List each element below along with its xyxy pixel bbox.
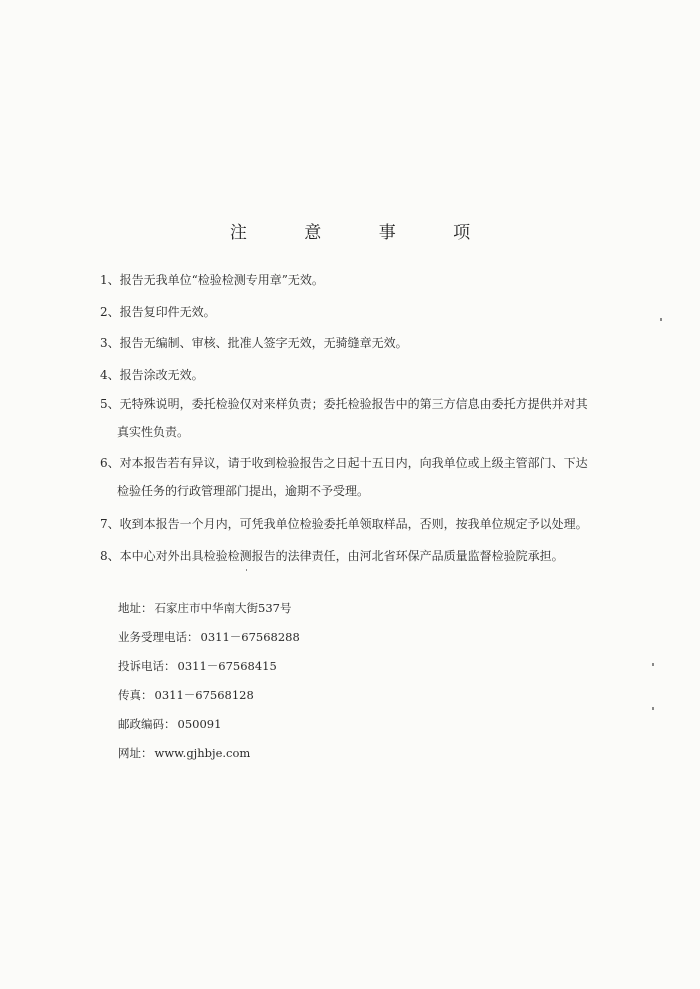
scan-speck [246,569,247,571]
contact-complaint-phone [118,652,300,681]
contact-value: 石家庄市中华南大街537号 [154,601,292,615]
list-item [100,449,588,505]
item-number: 4、 [100,368,120,382]
item-text: 报告无我单位“检验检测专用章”无效。 [119,273,324,287]
contact-value: 0311－67568415 [177,659,277,673]
item-text: 无特殊说明，委托检验仅对来样负责；委托检验报告中的第三方信息由委托方提供并对其 [119,397,588,411]
list-item [100,361,204,389]
contact-value: 050091 [177,717,222,731]
scan-speck [652,663,654,666]
contact-business-phone [118,623,300,652]
item-text: 收到本报告一个月内，可凭我单位检验委托单领取样品，否则，按我单位规定予以处理。 [119,517,588,531]
contact-label: 传真： [118,688,153,702]
item-number: 1、 [100,273,120,287]
item-text: 报告涂改无效。 [119,368,204,382]
contact-value: 0311－67568128 [154,688,254,702]
contact-label: 投诉电话： [118,659,176,673]
contact-label: 邮政编码： [118,717,176,731]
list-item [100,390,588,446]
item-text: 对本报告若有异议，请于收到检验报告之日起十五日内，向我单位或上级主管部门、下达 [119,456,588,470]
scan-speck [652,707,654,710]
contact-info [118,594,300,768]
item-number: 7、 [100,517,120,531]
item-text: 报告复印件无效。 [119,305,216,319]
list-item [100,542,564,570]
contact-value: 0311－67568288 [200,630,300,644]
contact-label: 地址： [118,601,153,615]
list-item [100,329,408,357]
contact-website [118,739,300,768]
contact-postcode [118,710,300,739]
list-item [100,266,324,294]
item-text-continued: 真实性负责。 [117,425,190,439]
scan-speck [660,318,662,321]
item-text: 本中心对外出具检验检测报告的法律责任，由河北省环保产品质量监督检验院承担。 [119,549,564,563]
page-title: 注 意 事 项 [229,223,497,243]
item-text-continued: 检验任务的行政管理部门提出，逾期不予受理。 [117,484,370,498]
contact-fax [118,681,300,710]
contact-label: 网址： [118,746,153,760]
item-number: 3、 [100,336,120,350]
list-item [100,298,216,326]
contact-label: 业务受理电话： [118,630,199,644]
item-text: 报告无编制、审核、批准人签字无效，无骑缝章无效。 [119,336,408,350]
item-number: 6、 [100,456,120,470]
item-number: 8、 [100,549,120,563]
contact-value: www.gjhbje.com [154,746,251,760]
contact-address [118,594,300,623]
list-item [100,510,588,538]
item-number: 2、 [100,305,120,319]
item-number: 5、 [100,397,120,411]
